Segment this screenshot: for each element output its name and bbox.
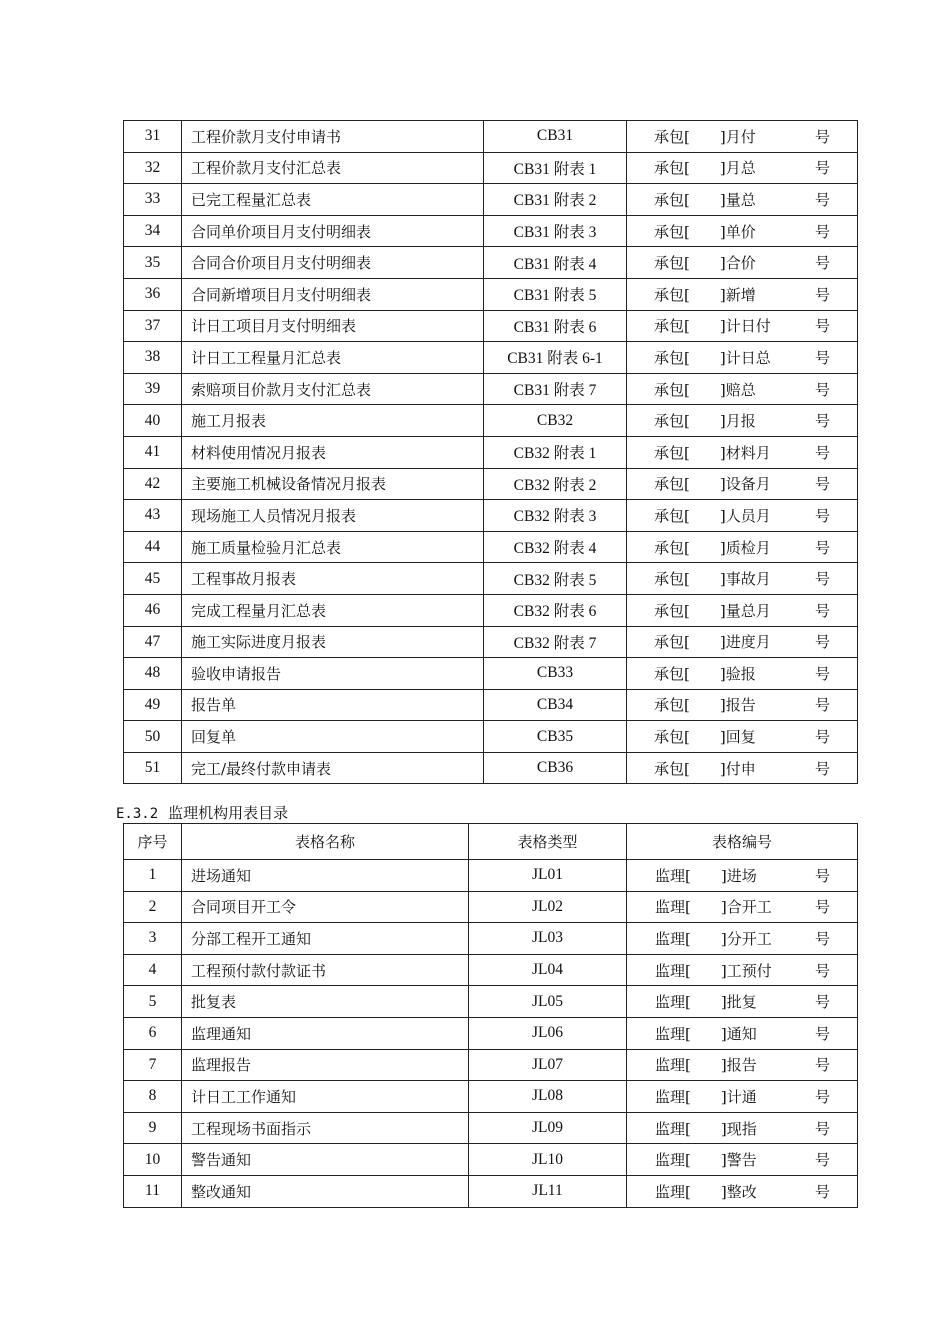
- form-type: CB36: [484, 752, 627, 784]
- row-number: 4: [124, 954, 182, 986]
- form-code: [627, 986, 858, 1018]
- table-row: [124, 1081, 858, 1113]
- form-name: 合同项目开工令: [182, 891, 469, 923]
- bracket-open: [ ]: [685, 866, 727, 885]
- header-code: 表格编号: [627, 824, 858, 860]
- code-org: 监理: [655, 1119, 686, 1138]
- form-code: [627, 1112, 858, 1144]
- code-org: 承包: [654, 696, 685, 715]
- code-org: 监理: [655, 1151, 686, 1170]
- code-org: 承包: [654, 601, 685, 620]
- row-number: 37: [124, 310, 182, 342]
- form-name: 报告单: [182, 689, 484, 721]
- form-type: JL06: [469, 1017, 627, 1049]
- code-suffix: 号: [814, 898, 830, 917]
- table-row: [124, 436, 858, 468]
- code-org: 承包: [654, 159, 685, 178]
- code-org: 承包: [654, 759, 685, 778]
- row-number: 32: [124, 152, 182, 184]
- code-suffix: 号: [814, 380, 830, 399]
- code-abbr: 新增: [725, 285, 756, 304]
- code-suffix: 号: [814, 664, 830, 683]
- form-type: CB32 附表 4: [484, 531, 627, 563]
- form-name: 计日工工程量月汇总表: [182, 342, 484, 374]
- form-name: 合同新增项目月支付明细表: [182, 278, 484, 310]
- bracket-open: [ ]: [684, 222, 726, 241]
- form-code: [627, 658, 858, 690]
- form-code: [627, 152, 858, 184]
- form-code: [627, 954, 858, 986]
- row-number: 1: [124, 860, 182, 892]
- bracket-open: [ ]: [684, 190, 726, 209]
- code-org: 承包: [654, 222, 685, 241]
- form-name: 回复单: [182, 721, 484, 753]
- code-org: 承包: [654, 380, 685, 399]
- form-code: [627, 752, 858, 784]
- section-heading: [116, 802, 288, 823]
- code-suffix: 号: [814, 1182, 830, 1201]
- form-type: CB32 附表 2: [484, 468, 627, 500]
- row-number: 39: [124, 373, 182, 405]
- code-org: 承包: [654, 190, 685, 209]
- code-suffix: 号: [814, 412, 830, 431]
- form-type: JL08: [469, 1081, 627, 1113]
- bracket-open: [ ]: [685, 961, 727, 980]
- form-name: 施工月报表: [182, 405, 484, 437]
- code-suffix: 号: [814, 993, 830, 1012]
- code-abbr: 计日付: [725, 317, 771, 336]
- form-type: CB31 附表 4: [484, 247, 627, 279]
- form-name: 施工实际进度月报表: [182, 626, 484, 658]
- code-suffix: 号: [814, 475, 830, 494]
- code-org: 承包: [654, 443, 685, 462]
- code-abbr: 人员月: [725, 506, 771, 525]
- code-org: 监理: [655, 898, 686, 917]
- code-suffix: 号: [814, 222, 830, 241]
- form-type: CB31: [484, 121, 627, 153]
- table-row: [124, 1049, 858, 1081]
- table-row: [124, 923, 858, 955]
- row-number: 47: [124, 626, 182, 658]
- form-type: CB31 附表 5: [484, 278, 627, 310]
- form-code: [627, 891, 858, 923]
- code-org: 承包: [654, 633, 685, 652]
- header-name: 表格名称: [182, 824, 469, 860]
- form-name: 计日工工作通知: [182, 1081, 469, 1113]
- code-suffix: 号: [814, 1151, 830, 1170]
- form-name: 批复表: [182, 986, 469, 1018]
- code-abbr: 质检月: [725, 538, 771, 557]
- row-number: 43: [124, 500, 182, 532]
- contractor-forms-table: [123, 120, 858, 784]
- form-type: CB32 附表 7: [484, 626, 627, 658]
- form-code: [627, 500, 858, 532]
- bracket-open: [ ]: [684, 285, 726, 304]
- form-name: 警告通知: [182, 1144, 469, 1176]
- form-name: 监理通知: [182, 1017, 469, 1049]
- table-row: [124, 310, 858, 342]
- form-code: [627, 689, 858, 721]
- code-suffix: 号: [814, 443, 830, 462]
- code-abbr: 进度月: [725, 633, 771, 652]
- code-org: 监理: [655, 1024, 686, 1043]
- bracket-open: [ ]: [684, 317, 726, 336]
- code-suffix: 号: [814, 285, 830, 304]
- code-abbr: 月总: [725, 159, 756, 178]
- form-type: CB32 附表 3: [484, 500, 627, 532]
- bracket-open: [ ]: [684, 443, 726, 462]
- code-org: 承包: [654, 412, 685, 431]
- code-suffix: 号: [814, 538, 830, 557]
- supervisor-forms-table: [123, 823, 858, 1208]
- form-name: 验收申请报告: [182, 658, 484, 690]
- code-abbr: 设备月: [725, 475, 771, 494]
- code-abbr: 计通: [726, 1087, 757, 1106]
- form-type: JL11: [469, 1175, 627, 1207]
- code-abbr: 通知: [726, 1024, 757, 1043]
- code-suffix: 号: [814, 1024, 830, 1043]
- table-row: [124, 278, 858, 310]
- table-row: [124, 405, 858, 437]
- code-suffix: 号: [814, 1056, 830, 1075]
- table-row: [124, 626, 858, 658]
- code-abbr: 月付: [725, 127, 756, 146]
- table-row: [124, 373, 858, 405]
- form-code: [627, 860, 858, 892]
- code-abbr: 分开工: [726, 929, 772, 948]
- form-code: [627, 215, 858, 247]
- table-row: [124, 215, 858, 247]
- row-number: 44: [124, 531, 182, 563]
- form-type: CB31 附表 1: [484, 152, 627, 184]
- form-type: JL09: [469, 1112, 627, 1144]
- row-number: 51: [124, 752, 182, 784]
- form-type: CB32 附表 1: [484, 436, 627, 468]
- table-row: [124, 954, 858, 986]
- form-code: [627, 1081, 858, 1113]
- form-name: 整改通知: [182, 1175, 469, 1207]
- form-type: JL04: [469, 954, 627, 986]
- code-abbr: 进场: [726, 866, 757, 885]
- form-code: [627, 342, 858, 374]
- bracket-open: [ ]: [684, 570, 726, 589]
- code-org: 监理: [655, 1056, 686, 1075]
- row-number: 6: [124, 1017, 182, 1049]
- form-code: [627, 121, 858, 153]
- code-suffix: 号: [814, 570, 830, 589]
- form-name: 工程价款月支付汇总表: [182, 152, 484, 184]
- code-suffix: 号: [814, 127, 830, 146]
- form-type: JL10: [469, 1144, 627, 1176]
- bracket-open: [ ]: [684, 538, 726, 557]
- row-number: 49: [124, 689, 182, 721]
- bracket-open: [ ]: [684, 159, 726, 178]
- code-abbr: 回复: [725, 728, 756, 747]
- form-type: CB35: [484, 721, 627, 753]
- code-abbr: 报告: [725, 696, 756, 715]
- code-abbr: 付申: [725, 759, 756, 778]
- code-suffix: 号: [814, 929, 830, 948]
- form-name: 分部工程开工通知: [182, 923, 469, 955]
- code-org: 监理: [655, 929, 686, 948]
- code-abbr: 现指: [726, 1119, 757, 1138]
- form-code: [627, 1049, 858, 1081]
- form-code: [627, 721, 858, 753]
- form-name: 合同单价项目月支付明细表: [182, 215, 484, 247]
- code-suffix: 号: [814, 601, 830, 620]
- table-row: [124, 860, 858, 892]
- form-code: [627, 1175, 858, 1207]
- row-number: 34: [124, 215, 182, 247]
- form-type: JL01: [469, 860, 627, 892]
- row-number: 35: [124, 247, 182, 279]
- code-abbr: 整改: [726, 1182, 757, 1201]
- table-row: [124, 468, 858, 500]
- code-org: 监理: [655, 961, 686, 980]
- form-type: JL05: [469, 986, 627, 1018]
- form-code: [627, 436, 858, 468]
- section-number: E.3.2: [116, 806, 159, 822]
- bracket-open: [ ]: [685, 1151, 727, 1170]
- table-row: [124, 752, 858, 784]
- code-org: 承包: [654, 664, 685, 683]
- table-row: [124, 121, 858, 153]
- table-row: [124, 342, 858, 374]
- code-suffix: 号: [814, 1119, 830, 1138]
- row-number: 2: [124, 891, 182, 923]
- table-row: [124, 689, 858, 721]
- table-header-row: [124, 824, 858, 860]
- row-number: 38: [124, 342, 182, 374]
- code-abbr: 验报: [725, 664, 756, 683]
- header-type: 表格类型: [469, 824, 627, 860]
- bracket-open: [ ]: [685, 1024, 727, 1043]
- code-abbr: 合开工: [726, 898, 772, 917]
- bracket-open: [ ]: [685, 1119, 727, 1138]
- code-suffix: 号: [814, 506, 830, 525]
- code-suffix: 号: [814, 696, 830, 715]
- code-suffix: 号: [814, 159, 830, 178]
- bracket-open: [ ]: [684, 759, 726, 778]
- form-name: 完工/最终付款申请表: [182, 752, 484, 784]
- row-number: 7: [124, 1049, 182, 1081]
- code-suffix: 号: [814, 866, 830, 885]
- form-code: [627, 563, 858, 595]
- form-name: 已完工程量汇总表: [182, 184, 484, 216]
- code-org: 监理: [655, 1087, 686, 1106]
- form-name: 监理报告: [182, 1049, 469, 1081]
- form-name: 索赔项目价款月支付汇总表: [182, 373, 484, 405]
- code-org: 承包: [654, 506, 685, 525]
- form-name: 现场施工人员情况月报表: [182, 500, 484, 532]
- form-type: JL03: [469, 923, 627, 955]
- code-suffix: 号: [814, 317, 830, 336]
- form-name: 材料使用情况月报表: [182, 436, 484, 468]
- bracket-open: [ ]: [684, 127, 726, 146]
- bracket-open: [ ]: [684, 633, 726, 652]
- form-code: [627, 373, 858, 405]
- code-org: 承包: [654, 317, 685, 336]
- code-abbr: 计日总: [725, 348, 771, 367]
- code-abbr: 批复: [726, 993, 757, 1012]
- table-row: [124, 891, 858, 923]
- table-row: [124, 531, 858, 563]
- form-type: CB32 附表 6: [484, 594, 627, 626]
- bracket-open: [ ]: [684, 601, 726, 620]
- code-suffix: 号: [814, 348, 830, 367]
- form-name: 主要施工机械设备情况月报表: [182, 468, 484, 500]
- form-name: 工程预付款付款证书: [182, 954, 469, 986]
- row-number: 40: [124, 405, 182, 437]
- row-number: 33: [124, 184, 182, 216]
- bracket-open: [ ]: [685, 1087, 727, 1106]
- bracket-open: [ ]: [684, 412, 726, 431]
- bracket-open: [ ]: [684, 254, 726, 273]
- row-number: 9: [124, 1112, 182, 1144]
- code-abbr: 材料月: [725, 443, 771, 462]
- code-abbr: 月报: [725, 412, 756, 431]
- table-row: [124, 500, 858, 532]
- row-number: 36: [124, 278, 182, 310]
- row-number: 45: [124, 563, 182, 595]
- form-type: CB34: [484, 689, 627, 721]
- code-suffix: 号: [814, 961, 830, 980]
- code-suffix: 号: [814, 254, 830, 273]
- bracket-open: [ ]: [684, 348, 726, 367]
- code-suffix: 号: [814, 190, 830, 209]
- form-type: CB31 附表 7: [484, 373, 627, 405]
- form-name: 进场通知: [182, 860, 469, 892]
- table-row: [124, 152, 858, 184]
- section-title: 监理机构用表目录: [168, 804, 289, 822]
- bracket-open: [ ]: [685, 929, 727, 948]
- table-row: [124, 1017, 858, 1049]
- form-code: [627, 405, 858, 437]
- code-org: 承包: [654, 538, 685, 557]
- bracket-open: [ ]: [684, 696, 726, 715]
- row-number: 50: [124, 721, 182, 753]
- code-abbr: 量总月: [725, 601, 771, 620]
- form-type: JL07: [469, 1049, 627, 1081]
- bracket-open: [ ]: [685, 1182, 727, 1201]
- table-row: [124, 1175, 858, 1207]
- bracket-open: [ ]: [684, 506, 726, 525]
- form-code: [627, 247, 858, 279]
- form-code: [627, 1144, 858, 1176]
- form-code: [627, 923, 858, 955]
- code-abbr: 合价: [725, 254, 756, 273]
- code-org: 承包: [654, 285, 685, 304]
- form-type: CB31 附表 6-1: [484, 342, 627, 374]
- form-type: JL02: [469, 891, 627, 923]
- code-org: 监理: [655, 866, 686, 885]
- table-row: [124, 721, 858, 753]
- bracket-open: [ ]: [684, 664, 726, 683]
- code-abbr: 赔总: [725, 380, 756, 399]
- table-row: [124, 986, 858, 1018]
- code-abbr: 单价: [725, 222, 756, 241]
- form-type: CB31 附表 2: [484, 184, 627, 216]
- code-org: 承包: [654, 728, 685, 747]
- table-row: [124, 594, 858, 626]
- form-code: [627, 468, 858, 500]
- form-type: CB32 附表 5: [484, 563, 627, 595]
- form-name: 合同合价项目月支付明细表: [182, 247, 484, 279]
- form-type: CB31 附表 3: [484, 215, 627, 247]
- row-number: 5: [124, 986, 182, 1018]
- row-number: 48: [124, 658, 182, 690]
- table-row: [124, 1112, 858, 1144]
- form-name: 计日工项目月支付明细表: [182, 310, 484, 342]
- code-suffix: 号: [814, 633, 830, 652]
- row-number: 11: [124, 1175, 182, 1207]
- code-org: 承包: [654, 127, 685, 146]
- code-abbr: 警告: [726, 1151, 757, 1170]
- row-number: 46: [124, 594, 182, 626]
- code-suffix: 号: [814, 759, 830, 778]
- form-type: CB32: [484, 405, 627, 437]
- form-name: 工程价款月支付申请书: [182, 121, 484, 153]
- form-code: [627, 626, 858, 658]
- row-number: 8: [124, 1081, 182, 1113]
- bracket-open: [ ]: [684, 475, 726, 494]
- code-org: 承包: [654, 254, 685, 273]
- form-code: [627, 184, 858, 216]
- form-code: [627, 531, 858, 563]
- code-org: 承包: [654, 570, 685, 589]
- form-code: [627, 278, 858, 310]
- bracket-open: [ ]: [684, 380, 726, 399]
- code-abbr: 事故月: [725, 570, 771, 589]
- form-code: [627, 310, 858, 342]
- row-number: 42: [124, 468, 182, 500]
- form-code: [627, 594, 858, 626]
- bracket-open: [ ]: [685, 993, 727, 1012]
- row-number: 41: [124, 436, 182, 468]
- form-name: 工程事故月报表: [182, 563, 484, 595]
- code-org: 监理: [655, 993, 686, 1012]
- table-row: [124, 563, 858, 595]
- table-row: [124, 247, 858, 279]
- form-name: 施工质量检验月汇总表: [182, 531, 484, 563]
- code-org: 监理: [655, 1182, 686, 1201]
- bracket-open: [ ]: [685, 1056, 727, 1075]
- table-row: [124, 1144, 858, 1176]
- header-no: 序号: [124, 824, 182, 860]
- row-number: 31: [124, 121, 182, 153]
- code-org: 承包: [654, 475, 685, 494]
- table-row: [124, 184, 858, 216]
- code-abbr: 量总: [725, 190, 756, 209]
- form-name: 工程现场书面指示: [182, 1112, 469, 1144]
- code-suffix: 号: [814, 1087, 830, 1106]
- table-row: [124, 658, 858, 690]
- bracket-open: [ ]: [685, 898, 727, 917]
- code-org: 承包: [654, 348, 685, 367]
- form-type: CB31 附表 6: [484, 310, 627, 342]
- code-abbr: 工预付: [726, 961, 772, 980]
- form-type: CB33: [484, 658, 627, 690]
- row-number: 10: [124, 1144, 182, 1176]
- form-name: 完成工程量月汇总表: [182, 594, 484, 626]
- code-suffix: 号: [814, 728, 830, 747]
- bracket-open: [ ]: [684, 728, 726, 747]
- row-number: 3: [124, 923, 182, 955]
- form-code: [627, 1017, 858, 1049]
- code-abbr: 报告: [726, 1056, 757, 1075]
